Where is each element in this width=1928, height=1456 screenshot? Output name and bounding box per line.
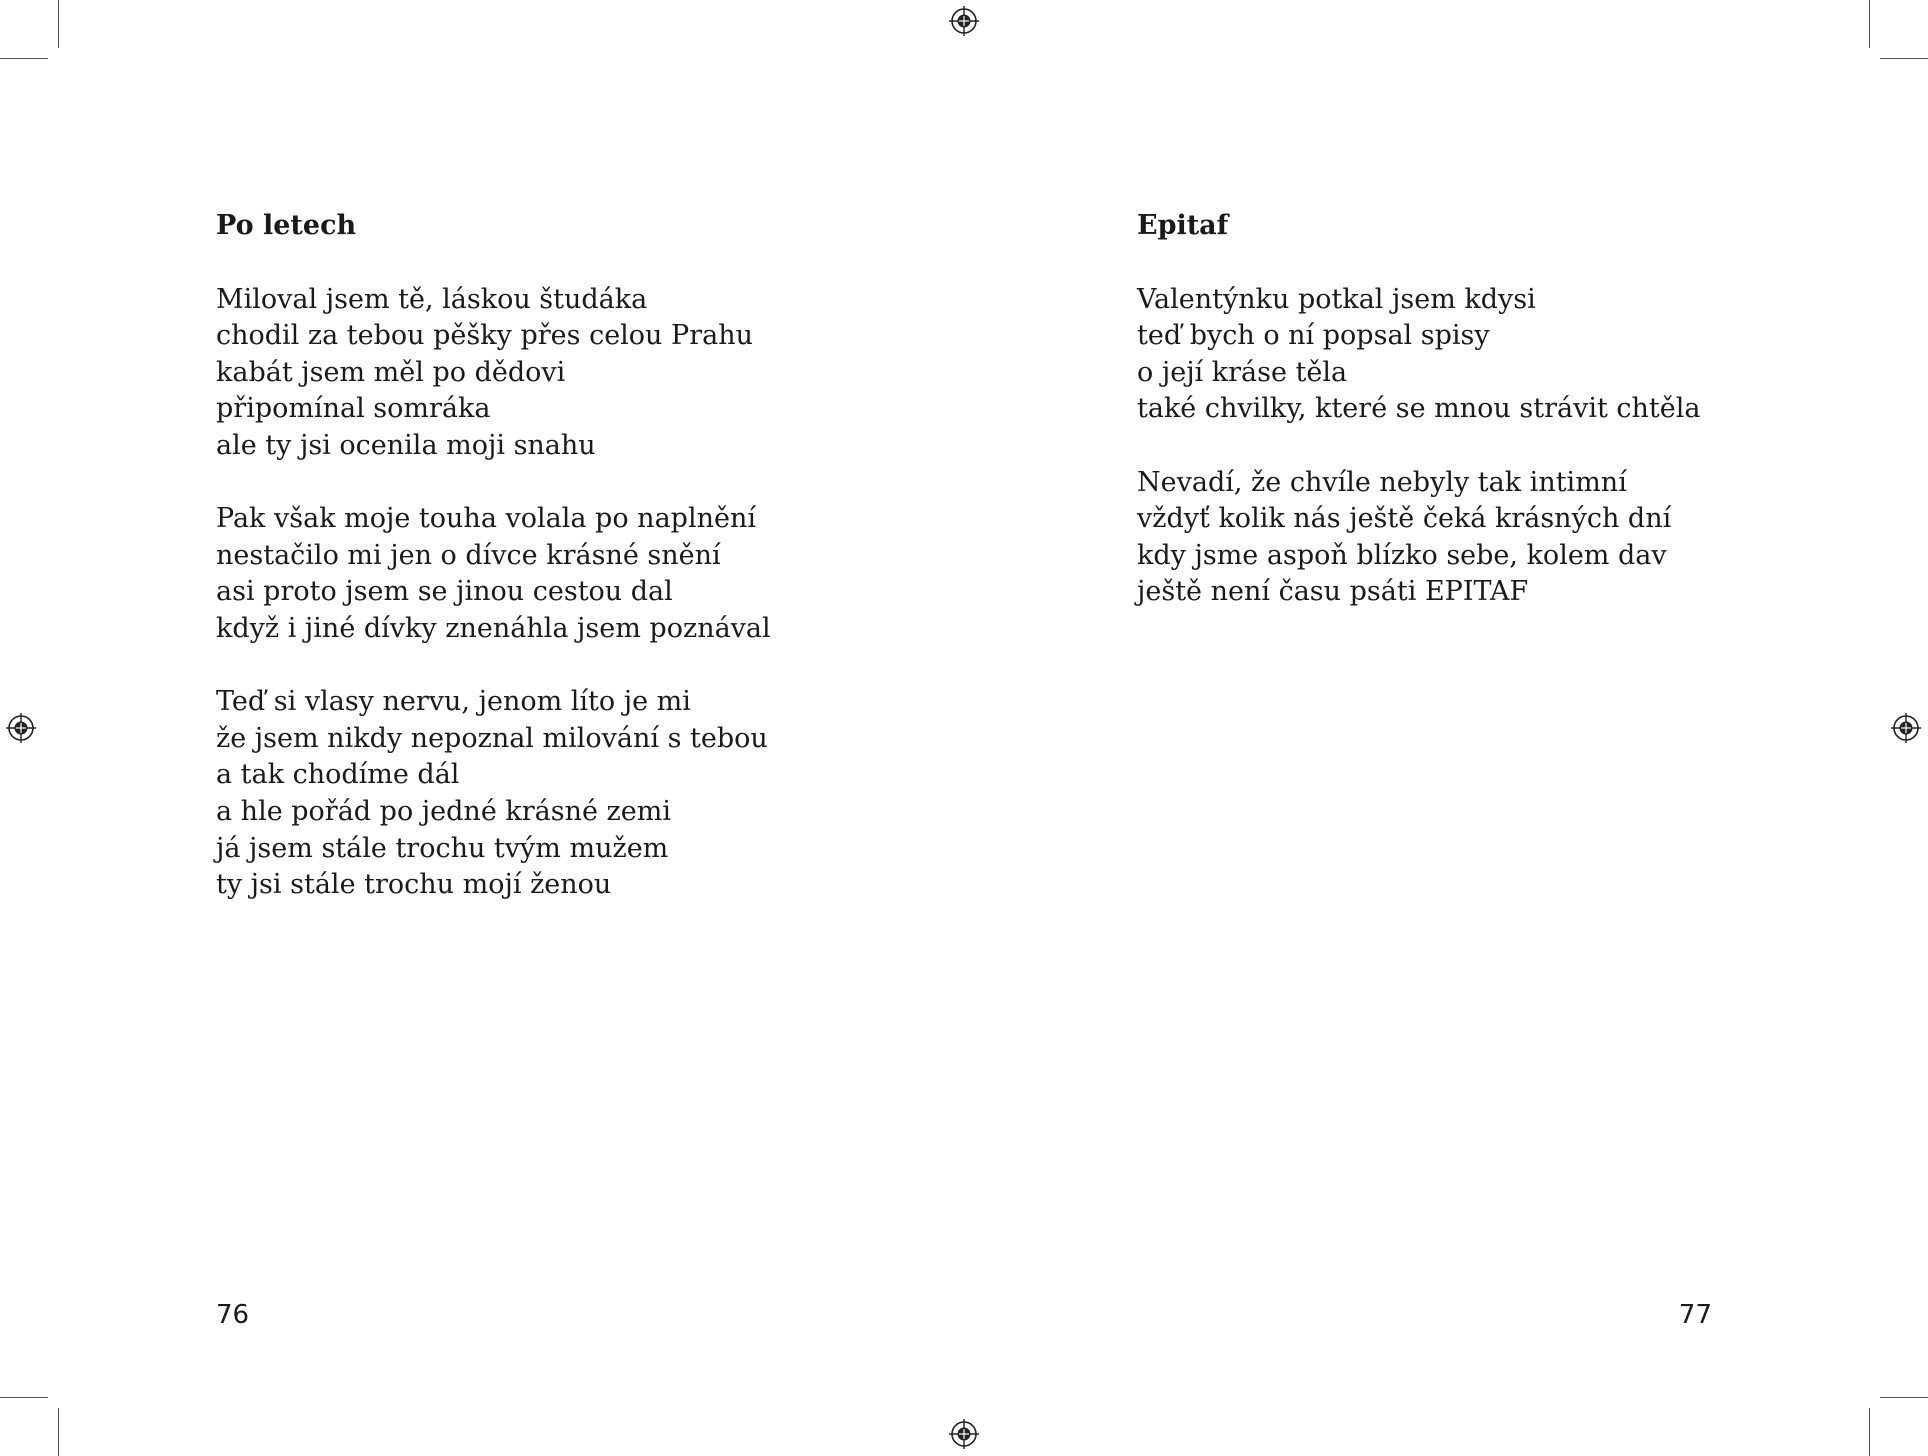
page-number-left: 76 xyxy=(216,1300,250,1330)
poem-line: když i jiné dívky znenáhla jsem poznával xyxy=(216,612,771,644)
poem-title: Po letech xyxy=(216,210,357,241)
crop-mark-icon xyxy=(1880,58,1928,59)
poem-title: Epitaf xyxy=(1137,210,1229,241)
poem-line: a tak chodíme dál xyxy=(216,759,460,791)
poem-line: nestačilo mi jen o dívce krásné snění xyxy=(216,539,721,571)
poem-epitaf xyxy=(1137,208,1701,648)
registration-mark-icon xyxy=(6,713,36,743)
registration-mark-icon xyxy=(949,1419,979,1449)
poem-line: že jsem nikdy nepoznal milování s tebou xyxy=(216,722,768,754)
poem-line: Teď si vlasy nervu, jenom líto je mi xyxy=(216,686,691,718)
poem-line: o její kráse těla xyxy=(1137,356,1348,388)
poem-line: Valentýnku potkal jsem kdysi xyxy=(1137,283,1536,315)
stanza xyxy=(216,501,771,647)
crop-mark-icon xyxy=(1869,0,1870,48)
poem-line: ty jsi stále trochu mojí ženou xyxy=(216,869,612,901)
poem-line: kabát jsem měl po dědovi xyxy=(216,356,566,388)
crop-mark-icon xyxy=(58,1408,59,1456)
crop-mark-icon xyxy=(58,0,59,48)
stanza xyxy=(1137,465,1701,611)
registration-mark-icon xyxy=(949,6,979,36)
poem-line: připomínal somráka xyxy=(216,393,491,425)
poem-line: ještě není času psáti EPITAF xyxy=(1137,576,1529,608)
crop-mark-icon xyxy=(0,58,48,59)
poem-line: a hle pořád po jedné krásné zemi xyxy=(216,795,671,827)
crop-mark-icon xyxy=(0,1397,48,1398)
poem-line: asi proto jsem se jinou cestou dal xyxy=(216,576,673,608)
poem-line: kdy jsme aspoň blízko sebe, kolem dav xyxy=(1137,539,1667,571)
poem-line: já jsem stále trochu tvým mužem xyxy=(216,832,669,864)
poem-line: Pak však moje touha volala po naplnění xyxy=(216,503,756,535)
poem-line: Nevadí, že chvíle nebyly tak intimní xyxy=(1137,466,1627,498)
poem-line: Miloval jsem tě, láskou študáka xyxy=(216,283,648,315)
stanza xyxy=(216,282,771,465)
stanza xyxy=(1137,282,1701,428)
poem-line: ale ty jsi ocenila moji snahu xyxy=(216,429,596,461)
registration-mark-icon xyxy=(1891,713,1921,743)
stanza xyxy=(216,684,771,904)
poem-line: teď bych o ní popsal spisy xyxy=(1137,320,1490,352)
poem-line: vždyť kolik nás ještě čeká krásných dní xyxy=(1137,503,1672,535)
right-page xyxy=(964,0,1928,1456)
crop-mark-icon xyxy=(1880,1397,1928,1398)
poem-line: chodil za tebou pěšky přes celou Prahu xyxy=(216,320,753,352)
poem-po-letech xyxy=(216,208,771,940)
page-number-right: 77 xyxy=(1678,1300,1712,1330)
crop-mark-icon xyxy=(1869,1408,1870,1456)
poem-line: také chvilky, které se mnou strávit chtěla xyxy=(1137,393,1701,425)
